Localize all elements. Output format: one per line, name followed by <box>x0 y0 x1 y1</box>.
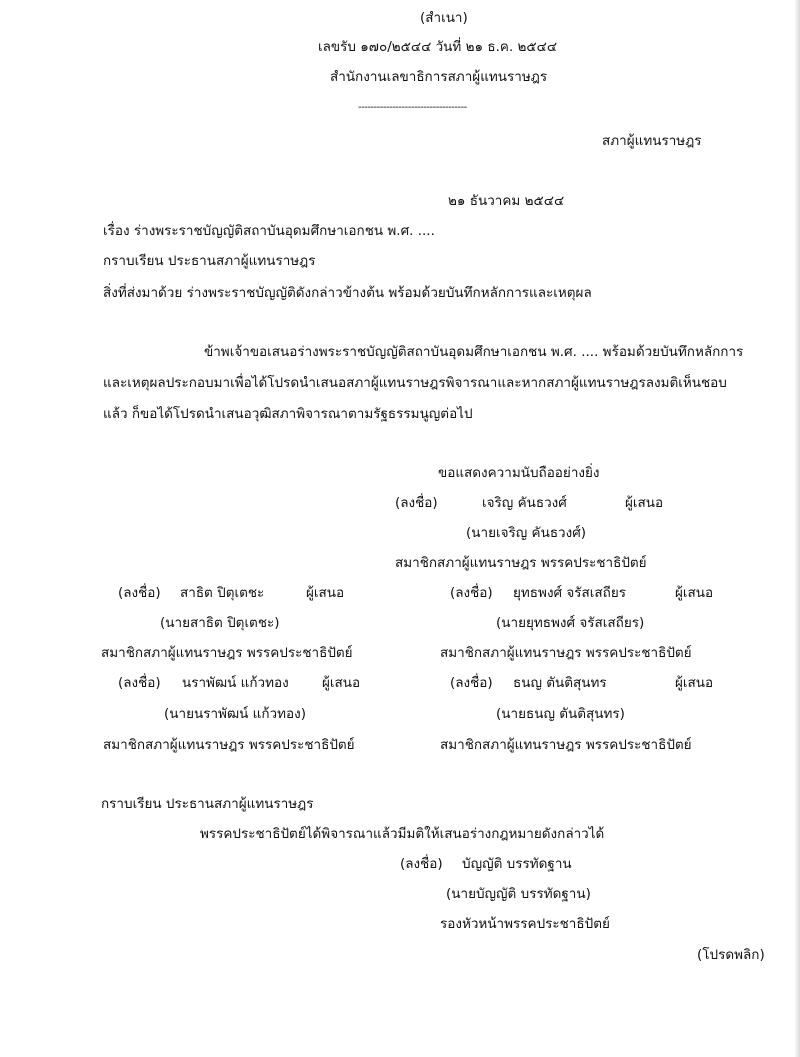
right1-signer-name: ยุทธพงศ์ จรัสเสถียร <box>513 585 626 601</box>
letter-date: ๒๑ ธันวาคม ๒๕๔๔ <box>448 193 565 209</box>
page-edge-shadow <box>794 0 800 1057</box>
left1-proposer-label: ผู้เสนอ <box>306 585 345 601</box>
body-line-2: และเหตุผลประกอบมาเพื่อได้โปรดนำเสนอสภาผู้แทนราษฎรพิจารณาและหากสภาผู้แทนราษฎรลงมติเห็นชอบ <box>103 375 727 391</box>
main-signer-title: สมาชิกสภาผู้แทนราษฎร พรรคประชาธิปัตย์ <box>395 555 647 571</box>
right2-signer-name: ธนญ ตันติสุนทร <box>513 675 607 691</box>
turn-over-note: (โปรดพลิก) <box>697 947 765 963</box>
left1-signer-full-name: (นายสาธิต ปิตุเตชะ) <box>160 615 280 631</box>
recipient-org: สภาผู้แทนราษฎร <box>602 133 702 149</box>
right1-signer-full-name: (นายยุทธพงศ์ จรัสเสถียร) <box>496 615 645 631</box>
body-line-1: ข้าพเจ้าขอเสนอร่างพระราชบัญญัติสถาบันอุดมศึกษาเอกชน พ.ศ. .... พร้อมด้วยบันทึกหลักการ <box>204 344 744 360</box>
body-line-3: แล้ว ก็ขอได้โปรดนำเสนอวุฒิสภาพิจารณาตามรัฐธรรมนูญต่อไป <box>103 406 473 422</box>
right2-signer-full-name: (นายธนญ ตันติสุนทร) <box>496 706 625 722</box>
right2-sign-prefix: (ลงชื่อ) <box>450 675 493 691</box>
endorsement-signer-full-name: (นายบัญญัติ บรรทัดฐาน) <box>446 886 591 902</box>
left2-proposer-label: ผู้เสนอ <box>322 675 361 691</box>
left1-signer-title: สมาชิกสภาผู้แทนราษฎร พรรคประชาธิปัตย์ <box>101 645 353 661</box>
endorsement-salutation: กราบเรียน ประธานสภาผู้แทนราษฎร <box>101 796 314 812</box>
letter-closing: ขอแสดงความนับถืออย่างยิ่ง <box>438 465 600 481</box>
copy-mark: (สำเนา) <box>420 10 468 26</box>
right1-signer-title: สมาชิกสภาผู้แทนราษฎร พรรคประชาธิปัตย์ <box>440 645 692 661</box>
receipt-line: เลขรับ ๑๗๐/๒๕๔๔ วันที่ ๒๑ ธ.ค. ๒๕๔๔ <box>318 39 558 55</box>
letter-subject: เรื่อง ร่างพระราชบัญญัติสถาบันอุดมศึกษาเอกชน พ.ศ. .... <box>103 223 435 239</box>
left2-signer-full-name: (นายนราพัฒน์ แก้วทอง) <box>164 706 306 722</box>
right2-signer-title: สมาชิกสภาผู้แทนราษฎร พรรคประชาธิปัตย์ <box>440 737 692 753</box>
endorsement-text: พรรคประชาธิปัตย์ได้พิจารณาแล้วมีมติให้เสนอร่างกฎหมายดังกล่าวได้ <box>200 826 605 842</box>
letter-enclosure: สิ่งที่ส่งมาด้วย ร่างพระราชบัญญัติดังกล่าวข้างต้น พร้อมด้วยบันทึกหลักการและเหตุผล <box>103 285 592 301</box>
left2-sign-prefix: (ลงชื่อ) <box>118 675 161 691</box>
main-signer-name: เจริญ คันธวงศ์ <box>482 495 567 511</box>
endorsement-signer-title: รองหัวหน้าพรรคประชาธิปัตย์ <box>440 916 610 932</box>
main-signer-full-name: (นายเจริญ คันธวงศ์) <box>466 525 587 541</box>
left2-signer-title: สมาชิกสภาผู้แทนราษฎร พรรคประชาธิปัตย์ <box>103 737 355 753</box>
right1-proposer-label: ผู้เสนอ <box>675 585 714 601</box>
right2-proposer-label: ผู้เสนอ <box>675 675 714 691</box>
main-proposer-label: ผู้เสนอ <box>625 495 664 511</box>
left2-signer-name: นราพัฒน์ แก้วทอง <box>182 675 289 691</box>
office-name: สำนักงานเลขาธิการสภาผู้แทนราษฎร <box>330 69 548 85</box>
header-divider: ----------------------------------- <box>358 102 467 113</box>
main-sign-prefix: (ลงชื่อ) <box>395 495 438 511</box>
endorsement-sign-prefix: (ลงชื่อ) <box>400 856 443 872</box>
letter-salutation: กราบเรียน ประธานสภาผู้แทนราษฎร <box>103 253 316 269</box>
left1-signer-name: สาธิต ปิตุเตชะ <box>180 585 265 601</box>
right1-sign-prefix: (ลงชื่อ) <box>450 585 493 601</box>
endorsement-signer-name: บัญญัติ บรรทัดฐาน <box>462 856 572 872</box>
left1-sign-prefix: (ลงชื่อ) <box>118 585 161 601</box>
